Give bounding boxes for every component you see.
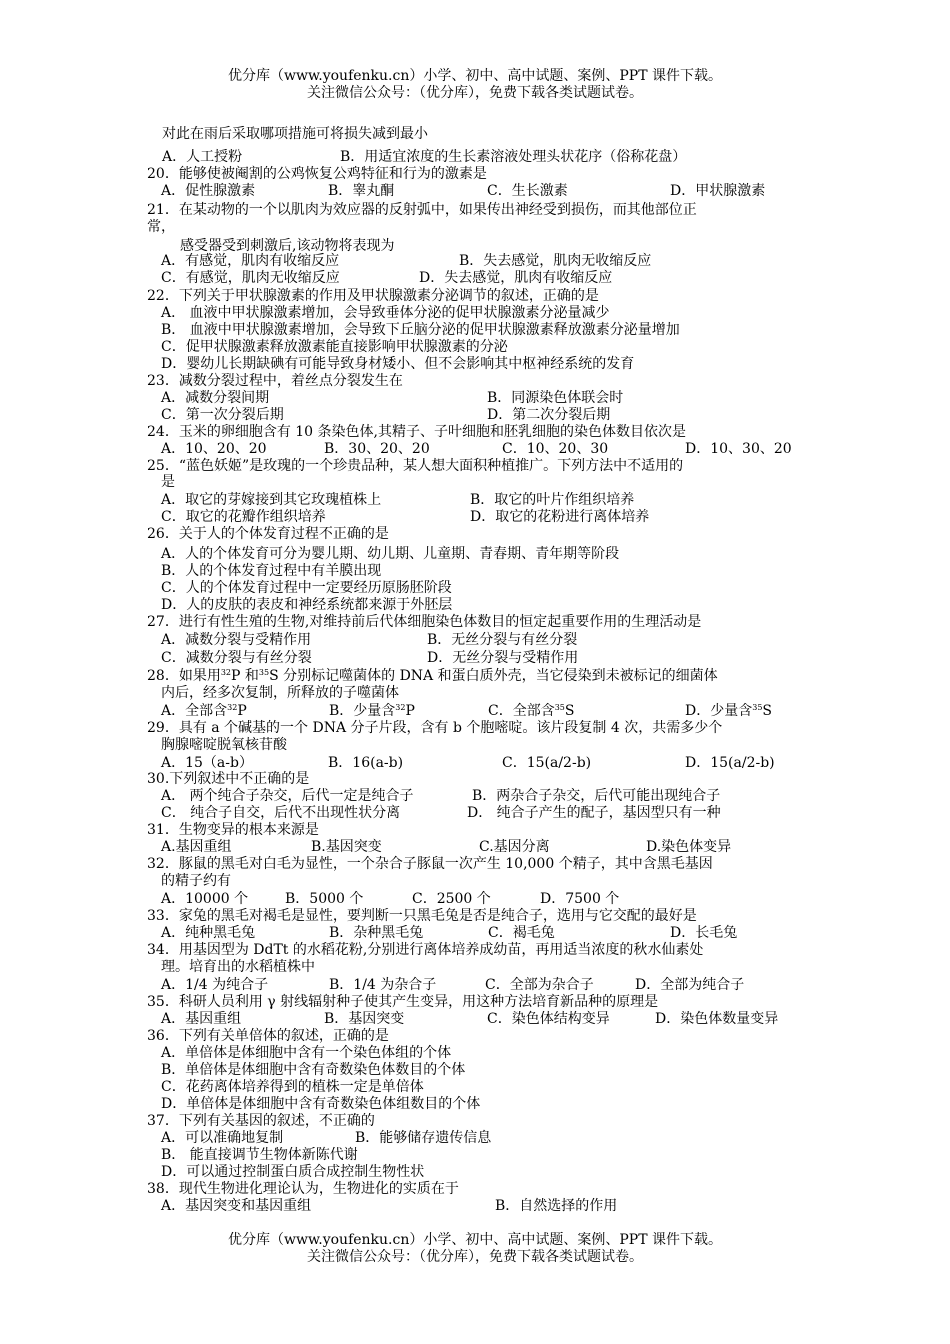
q23-stem: 23．减数分裂过程中，着丝点分裂发生在 bbox=[147, 373, 403, 389]
q26-option-d: D．人的皮肤的表皮和神经系统都来源于外胚层 bbox=[161, 597, 453, 613]
header-line-2: 关注微信公众号：（优分库），免费下载各类试题试卷。 bbox=[307, 85, 643, 101]
q28-a-post: P bbox=[237, 703, 247, 719]
q26-option-b: B．人的个体发育过程中有羊膜出现 bbox=[161, 563, 382, 579]
q28-a-iso: 32 bbox=[227, 703, 238, 712]
footer-line-2: 关注微信公众号：（优分库），免费下载各类试题试卷。 bbox=[307, 1249, 643, 1265]
q21-stem-cont2: 感受器受到刺激后,该动物将表现为 bbox=[180, 238, 395, 254]
q25-option-c: C．取它的花瓣作组织培养 bbox=[161, 509, 326, 525]
q23-option-b: B．同源染色体联会时 bbox=[487, 390, 624, 406]
q36-option-a: A．单倍体是体细胞中含有一个染色体组的个体 bbox=[161, 1045, 452, 1061]
q22-stem: 22．下列关于甲状腺激素的作用及甲状腺激素分泌调节的叙述，正确的是 bbox=[147, 288, 599, 304]
q23-option-c: C．第一次分裂后期 bbox=[161, 407, 284, 423]
q22-option-a: A． 血液中甲状腺激素增加，会导致垂体分泌的促甲状腺激素分泌量减少 bbox=[161, 305, 610, 321]
q26-stem: 26．关于人的个体发育过程不正确的是 bbox=[147, 526, 389, 542]
q28-d-post: S bbox=[762, 703, 773, 719]
q28-a-pre: A．全部含 bbox=[161, 703, 228, 719]
page-header bbox=[0, 68, 950, 102]
q19-option-b: B．用适宜浓度的生长素溶液处理头状花序（俗称花盘） bbox=[340, 149, 687, 165]
q28-c-pre: C．全部含 bbox=[488, 703, 555, 719]
q28-d-iso: 35 bbox=[752, 703, 763, 712]
q29-stem-cont: 胸腺嘧啶脱氧核苷酸 bbox=[161, 737, 287, 753]
q35-option-a: A．基因重组 bbox=[161, 1011, 242, 1027]
q35-option-d: D．染色体数量变异 bbox=[655, 1011, 779, 1027]
q28-b-iso: 32 bbox=[395, 703, 406, 712]
q25-stem: 25．“蓝色妖姬”是玫瑰的一个珍贵品种，某人想大面积种植推广。下列方法中不适用的 bbox=[147, 458, 684, 474]
q27-option-b: B．无丝分裂与有丝分裂 bbox=[427, 632, 578, 648]
q36-option-c: C．花药离体培养得到的植株一定是单倍体 bbox=[161, 1079, 424, 1095]
q32-stem: 32．豚鼠的黑毛对白毛为显性，一个杂合子豚鼠一次产生 10,000 个精子，其中含黑毛基因 bbox=[147, 856, 713, 872]
q29-option-b: B．16(a-b) bbox=[328, 755, 404, 771]
q30-option-a: A． 两个纯合子杂交，后代一定是纯合子 bbox=[161, 788, 414, 804]
q21-option-a: A．有感觉，肌肉有收缩反应 bbox=[161, 253, 340, 269]
q38-stem: 38．现代生物进化理论认为，生物进化的实质在于 bbox=[147, 1181, 459, 1197]
q28-option-a bbox=[161, 703, 247, 720]
q31-option-a: A.基因重组 bbox=[161, 839, 232, 855]
q32-stem-cont: 的精子约有 bbox=[161, 873, 231, 889]
q24-option-a: A．10、20、20 bbox=[161, 441, 267, 457]
q34-option-d: D．全部为纯合子 bbox=[635, 977, 745, 993]
q22-option-c: C．促甲状腺激素释放激素能直接影响甲状腺激素的分泌 bbox=[161, 339, 508, 355]
q25-option-a: A．取它的芽嫁接到其它玫瑰植株上 bbox=[161, 492, 382, 508]
q28-stem-cont: 内后，经多次复制，所释放的子噬菌体 bbox=[161, 685, 399, 701]
q21-option-d: D．失去感觉，肌肉有收缩反应 bbox=[419, 270, 613, 286]
q35-stem: 35．科研人员利用 γ 射线辐射种子使其产生变异，用这种方法培育新品种的原理是 bbox=[147, 994, 659, 1010]
q26-option-a: A．人的个体发育可分为婴儿期、幼儿期、儿童期、青春期、青年期等阶段 bbox=[161, 546, 620, 562]
q33-option-c: C．褐毛兔 bbox=[488, 925, 555, 941]
q28-c-post: S bbox=[564, 703, 575, 719]
q28-d-pre: D．少量含 bbox=[685, 703, 753, 719]
q36-stem: 36．下列有关单倍体的叙述，正确的是 bbox=[147, 1028, 389, 1044]
q20-option-d: D．甲状腺激素 bbox=[670, 183, 766, 199]
q34-stem-cont: 理。培育出的水稻植株中 bbox=[161, 959, 315, 975]
q22-option-b: B． 血液中甲状腺激素增加，会导致下丘脑分泌的促甲状腺激素释放激素分泌量增加 bbox=[161, 322, 680, 338]
q32-option-d: D．7500 个 bbox=[540, 891, 620, 907]
q28-b-post: P bbox=[405, 703, 415, 719]
q37-option-c: B． 能直接调节生物体新陈代谢 bbox=[161, 1147, 358, 1163]
q23-option-d: D．第二次分裂后期 bbox=[487, 407, 611, 423]
q26-option-c: C．人的个体发育过程中一定要经历原肠胚阶段 bbox=[161, 580, 452, 596]
q28-b-pre: B．少量含 bbox=[329, 703, 396, 719]
q30-option-b: B．两杂合子杂交，后代可能出现纯合子 bbox=[472, 788, 721, 804]
q34-stem: 34．用基因型为 DdTt 的水稻花粉,分别进行离体培养成幼苗，再用适当浓度的秋水仙素处 bbox=[147, 942, 704, 958]
q25-option-d: D．取它的花粉进行离体培养 bbox=[470, 509, 650, 525]
q24-stem: 24．玉米的卵细胞含有 10 条染色体,其精子、子叶细胞和胚乳细胞的染色体数目依次是 bbox=[147, 424, 686, 440]
q33-option-a: A．纯种黑毛兔 bbox=[161, 925, 256, 941]
q37-option-a: A．可以准确地复制 bbox=[161, 1130, 284, 1146]
q34-option-b: B．1/4 为杂合子 bbox=[329, 977, 437, 993]
q19-continuation: 对此在雨后采取哪项措施可将损失减到最小 bbox=[162, 126, 428, 142]
q28-option-d bbox=[685, 703, 772, 720]
q28-stem-pre: 28．如果用 bbox=[147, 668, 221, 684]
q28-stem-mid1: P 和 bbox=[231, 668, 259, 684]
q29-option-a: A．15（a-b） bbox=[161, 755, 253, 771]
q30-option-c: C． 纯合子自交，后代不出现性状分离 bbox=[161, 805, 401, 821]
q22-option-d: D．婴幼儿长期缺碘有可能导致身材矮小、但不会影响其中枢神经系统的发育 bbox=[161, 356, 635, 372]
q31-option-d: D.染色体变异 bbox=[646, 839, 732, 855]
q34-option-c: C．全部为杂合子 bbox=[485, 977, 594, 993]
q20-option-c: C．生长激素 bbox=[487, 183, 568, 199]
q21-option-b: B．失去感觉，肌肉无收缩反应 bbox=[459, 253, 652, 269]
q24-option-c: C．10、20、30 bbox=[502, 441, 609, 457]
q30-option-d: D． 纯合子产生的配子，基因型只有一种 bbox=[467, 805, 721, 821]
q20-option-a: A．促性腺激素 bbox=[161, 183, 256, 199]
q37-stem: 37．下列有关基因的叙述，不正确的 bbox=[147, 1113, 375, 1129]
q28-option-b bbox=[329, 703, 415, 720]
q28-isotope-s: 35 bbox=[258, 668, 270, 677]
header-line-1: 优分库（www.youfenku.cn）小学、初中、高中试题、案例、PPT 课件下载。 bbox=[227, 68, 722, 84]
page-footer bbox=[0, 1232, 950, 1266]
q27-stem: 27．进行有性生殖的生物,对维持前后代体细胞染色体数目的恒定起重要作用的生理活动是 bbox=[147, 614, 702, 630]
q24-option-d: D．10、30、20 bbox=[685, 441, 792, 457]
q38-option-b: B．自然选择的作用 bbox=[495, 1198, 618, 1214]
q25-stem-cont: 是 bbox=[161, 474, 175, 490]
q30-stem: 30.下列叙述中不正确的是 bbox=[147, 771, 310, 787]
q36-option-b: B．单倍体是体细胞中含有奇数染色体数目的个体 bbox=[161, 1062, 466, 1078]
q37-option-b: B．能够储存遗传信息 bbox=[355, 1130, 492, 1146]
q31-option-b: B.基因突变 bbox=[311, 839, 382, 855]
q36-option-d: D．单倍体是体细胞中含有奇数染色体组数目的个体 bbox=[161, 1096, 481, 1112]
q21-stem: 21．在某动物的一个以肌肉为效应器的反射弧中，如果传出神经受到损伤，而其他部位正 bbox=[147, 202, 697, 218]
q29-option-d: D．15(a/2-b) bbox=[685, 755, 775, 771]
q25-option-b: B．取它的叶片作组织培养 bbox=[470, 492, 635, 508]
q32-option-c: C．2500 个 bbox=[412, 891, 491, 907]
q27-option-d: D．无丝分裂与受精作用 bbox=[427, 650, 579, 666]
q21-option-c: C．有感觉，肌肉无收缩反应 bbox=[161, 270, 340, 286]
q28-stem-mid2: S 分别标记噬菌体的 DNA 和蛋白质外壳，当它侵染到未被标记的细菌体 bbox=[269, 668, 718, 684]
q35-option-c: C．染色体结构变异 bbox=[487, 1011, 610, 1027]
q38-option-a: A．基因突变和基因重组 bbox=[161, 1198, 312, 1214]
q34-option-a: A．1/4 为纯合子 bbox=[161, 977, 269, 993]
q28-isotope-p: 32 bbox=[220, 668, 232, 677]
q29-stem: 29．具有 a 个碱基的一个 DNA 分子片段，含有 b 个胞嘧啶。该片段复制 4 次，共需多少个 bbox=[147, 720, 723, 736]
q20-stem: 20．能够使被阉割的公鸡恢复公鸡特征和行为的激素是 bbox=[147, 166, 487, 182]
q32-option-a: A．10000 个 bbox=[161, 891, 249, 907]
q28-stem bbox=[147, 668, 718, 685]
q21-stem-cont: 常， bbox=[147, 219, 175, 235]
q29-option-c: C．15(a/2-b) bbox=[502, 755, 592, 771]
q20-option-b: B．睾丸酮 bbox=[328, 183, 395, 199]
q35-option-b: B．基因突变 bbox=[324, 1011, 405, 1027]
q28-c-iso: 35 bbox=[554, 703, 565, 712]
q32-option-b: B．5000 个 bbox=[285, 891, 364, 907]
q24-option-b: B．30、20、20 bbox=[324, 441, 430, 457]
q33-option-b: B．杂种黑毛兔 bbox=[329, 925, 424, 941]
q31-option-c: C.基因分离 bbox=[479, 839, 550, 855]
q37-option-d: D．可以通过控制蛋白质合成控制生物性状 bbox=[161, 1164, 425, 1180]
q19-option-a: A．人工授粉 bbox=[162, 149, 243, 165]
footer-line-1: 优分库（www.youfenku.cn）小学、初中、高中试题、案例、PPT 课件下载。 bbox=[227, 1232, 722, 1248]
q27-option-a: A．减数分裂与受精作用 bbox=[161, 632, 312, 648]
q23-option-a: A．减数分裂间期 bbox=[161, 390, 270, 406]
q28-option-c bbox=[488, 703, 575, 720]
q27-option-c: C．减数分裂与有丝分裂 bbox=[161, 650, 312, 666]
q33-option-d: D．长毛兔 bbox=[670, 925, 738, 941]
q31-stem: 31．生物变异的根本来源是 bbox=[147, 822, 319, 838]
q33-stem: 33．家兔的黑毛对褐毛是显性，要判断一只黑毛兔是否是纯合子，选用与它交配的最好是 bbox=[147, 908, 697, 924]
